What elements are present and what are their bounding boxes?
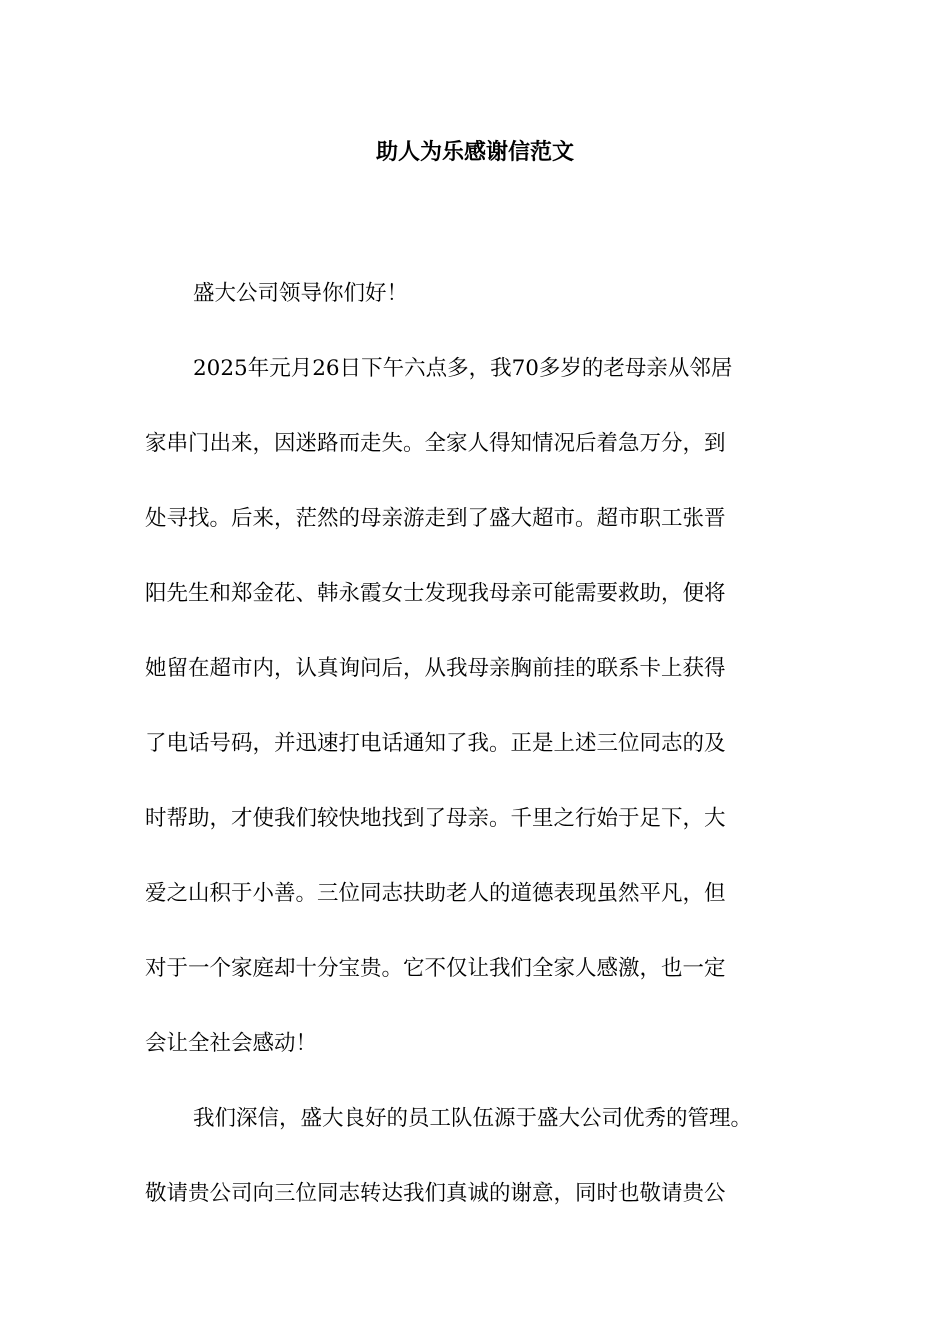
document-body bbox=[145, 256, 805, 1231]
paragraph-line: 了电话号码，并迅速打电话通知了我。正是上述三位同志的及 bbox=[145, 731, 726, 756]
paragraph-line: 爱之山积于小善。三位同志扶助老人的道德表现虽然平凡，但 bbox=[145, 881, 726, 906]
paragraph-line: 对于一个家庭却十分宝贵。它不仅让我们全家人感激，也一定 bbox=[145, 956, 726, 981]
paragraph-line: 我们深信，盛大良好的员工队伍源于盛大公司优秀的管理。 bbox=[193, 1106, 753, 1131]
greeting-line: 盛大公司领导你们好！ bbox=[193, 281, 409, 306]
paragraph-line: 家串门出来，因迷路而走失。全家人得知情况后着急万分，到 bbox=[145, 431, 726, 456]
paragraph-2 bbox=[145, 1081, 805, 1231]
paragraph-line: 会让全社会感动！ bbox=[145, 1031, 318, 1056]
paragraph-line: 敬请贵公司向三位同志转达我们真诚的谢意，同时也敬请贵公 bbox=[145, 1181, 726, 1206]
paragraph-line: 2025年元月26日下午六点多，我70多岁的老母亲从邻居 bbox=[193, 356, 733, 381]
paragraph-line: 她留在超市内，认真询问后，从我母亲胸前挂的联系卡上获得 bbox=[145, 656, 726, 681]
paragraph-1 bbox=[145, 331, 805, 1081]
paragraph-line: 处寻找。后来，茫然的母亲游走到了盛大超市。超市职工张晋 bbox=[145, 506, 726, 531]
paragraph-line: 阳先生和郑金花、韩永霞女士发现我母亲可能需要救助，便将 bbox=[145, 581, 726, 606]
document-title: 助人为乐感谢信范文 bbox=[375, 139, 574, 165]
paragraph-line: 时帮助，才使我们较快地找到了母亲。千里之行始于足下，大 bbox=[145, 806, 726, 831]
